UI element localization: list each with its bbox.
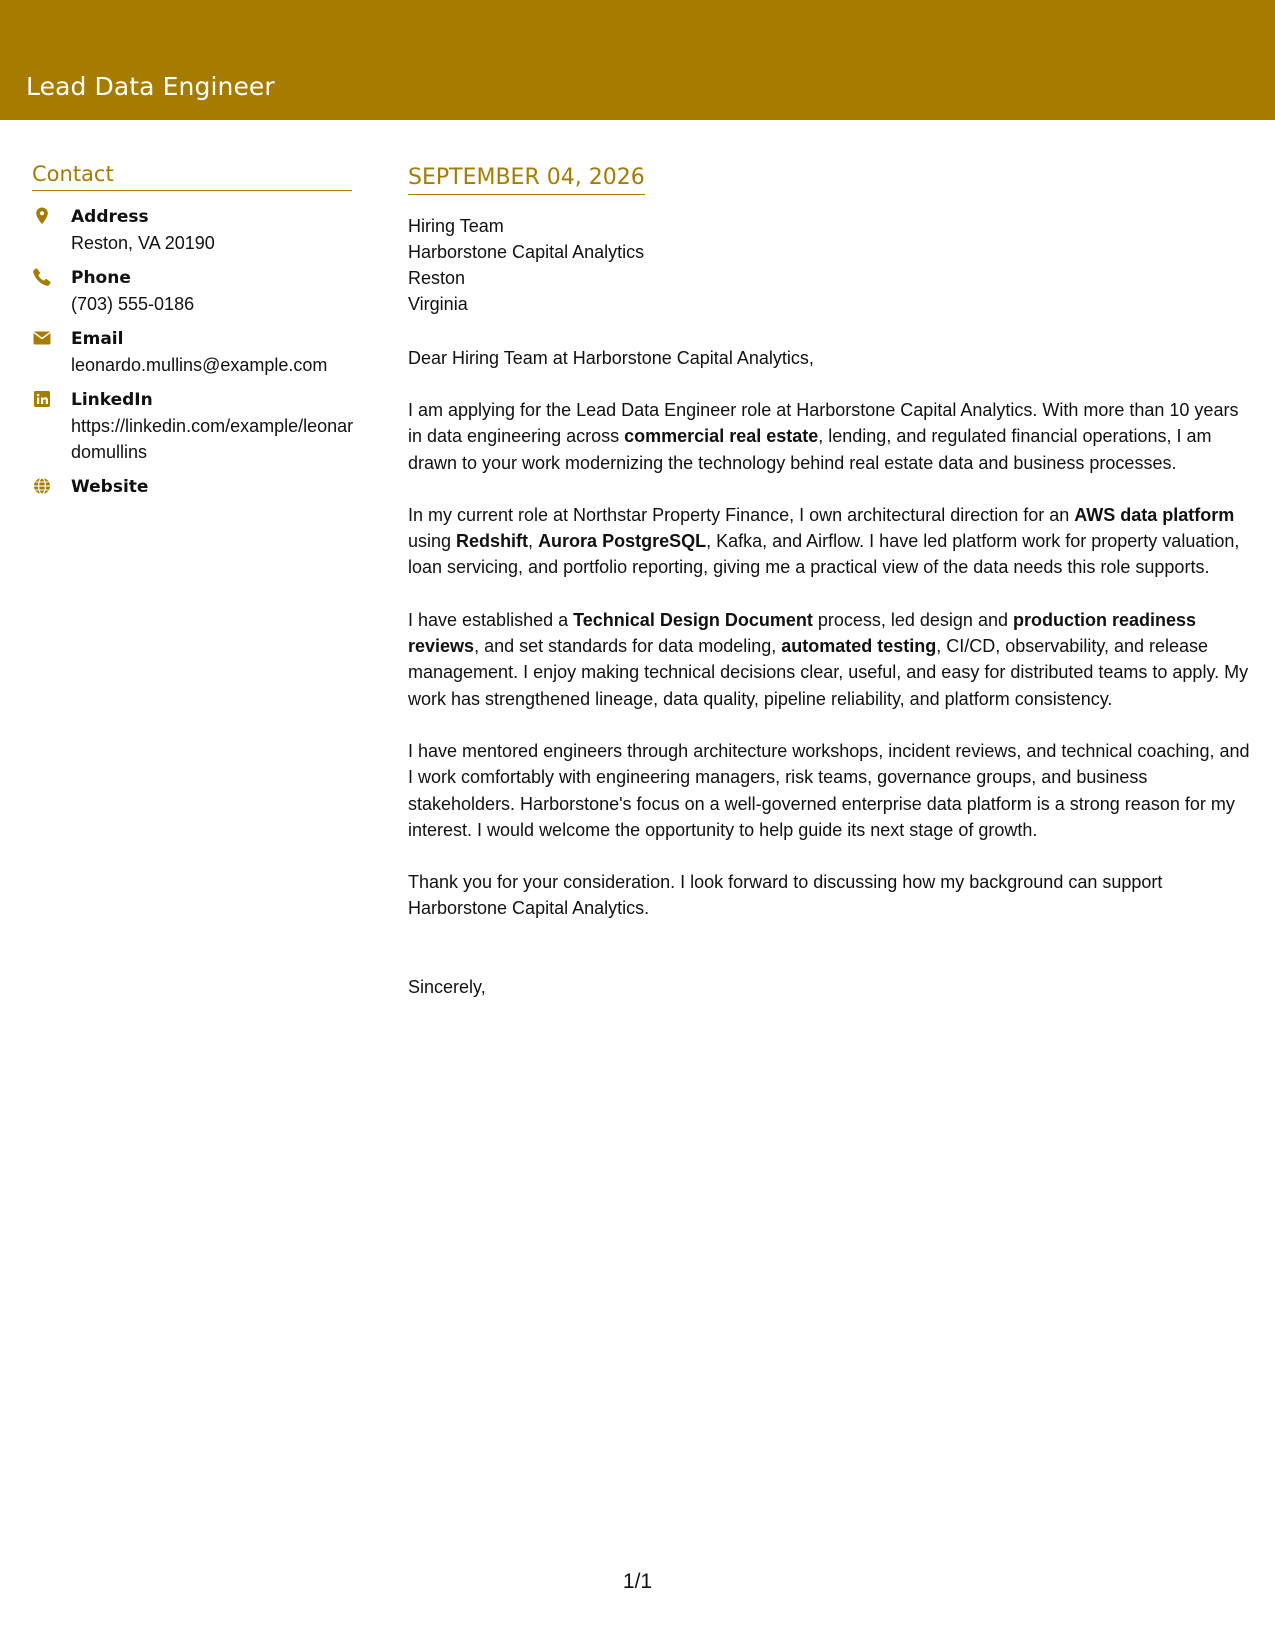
body-paragraph [408,607,1253,712]
letter-paragraphs [408,397,1253,922]
signoff: Sincerely, [408,976,486,997]
contact-item-address [32,205,352,256]
recipient-line: Hiring Team [408,216,504,236]
body-paragraph [408,869,1253,922]
page-title: Lead Data Engineer [26,72,275,101]
paragraph-text: Thank you for your consideration. I look forward to discussing how my background can support Harborstone Capital Analytics. [408,872,1163,919]
contact-label: Email [71,329,124,349]
contact-label: Website [71,477,149,497]
body-paragraph [408,397,1253,476]
paragraph-text: I am applying for the Lead Data Engineer role at Harborstone Capital Analytics. With more than 10 years in data engineering across [408,400,1239,447]
emphasis-text: Aurora PostgreSQL [538,531,707,552]
emphasis-text: AWS data platform [1074,504,1235,525]
paragraph-text: , [528,531,539,552]
paragraph-text: , Kafka, and Airflow. I have led platform work for property valuation, loan servicing, and portfolio reporting, giving me a practical view of the data needs this role supports. [408,531,1240,578]
contact-item-website [32,475,352,500]
letter-body [408,165,1253,1000]
contact-label: Phone [71,268,131,288]
contact-item-phone [32,266,352,317]
recipient-line: Virginia [408,294,468,314]
recipient-line: Reston [408,268,466,288]
emphasis-text: automated testing [781,636,937,657]
map-pin-icon [32,206,54,228]
paragraph-text: using [408,531,457,552]
paragraph-text: I have established a [408,609,574,630]
contact-label: LinkedIn [71,390,153,410]
recipient-line: Harborstone Capital Analytics [408,242,645,262]
emphasis-text: commercial real estate [624,426,819,447]
contact-heading: Contact [32,162,352,191]
contact-value: (703) 555-0186 [71,294,195,314]
paragraph-text: , lending, and regulated financial operations, I am drawn to your work modernizing the technology behind real estate data and business processes. [408,426,1212,473]
emphasis-text: Technical Design Document [573,609,813,630]
contact-value: leonardo.mullins@example.com [71,355,328,375]
body-paragraph [408,738,1253,843]
page-number: 1/1 [622,1570,653,1593]
paragraph-text: I have mentored engineers through architecture workshops, incident reviews, and technical coaching, and I work comfortably with engineering managers, risk teams, governance groups, and business stakeholders. Harborstone's focus on a well-governed enterprise data platform is a strong reason for my interest. I would welcome the opportunity to help guide its next stage of growth. [408,740,1250,840]
contact-label: Address [71,207,149,227]
paragraph-text: , CI/CD, observability, and release management. I enjoy making technical decisions clear, useful, and easy for distributed teams to apply. My work has strengthened lineage, data quality, pipeline reliability, and platform consistency. [408,636,1249,709]
globe-icon [32,476,54,498]
contact-item-email [32,327,352,378]
emphasis-text: production readiness reviews [408,609,1197,657]
recipient-block [408,213,1253,317]
contact-item-linkedin [32,388,352,465]
phone-icon [32,267,54,289]
emphasis-text: Redshift [456,531,529,552]
body-paragraph [408,502,1253,581]
salutation: Dear Hiring Team at Harborstone Capital Analytics, [408,348,814,368]
contact-value: Reston, VA 20190 [71,233,215,253]
paragraph-text: , and set standards for data modeling, [474,636,782,657]
letter-date: SEPTEMBER 04, 2026 [408,165,645,195]
paragraph-text: process, led design and [812,609,1013,630]
header-bar [0,0,1275,120]
paragraph-text: In my current role at Northstar Property Finance, I own architectural direction for an [408,504,1075,525]
envelope-icon [32,328,54,350]
contact-sidebar [32,162,352,510]
contact-value: https://linkedin.com/example/leonardomullins [71,416,354,462]
linkedin-icon [32,389,54,411]
